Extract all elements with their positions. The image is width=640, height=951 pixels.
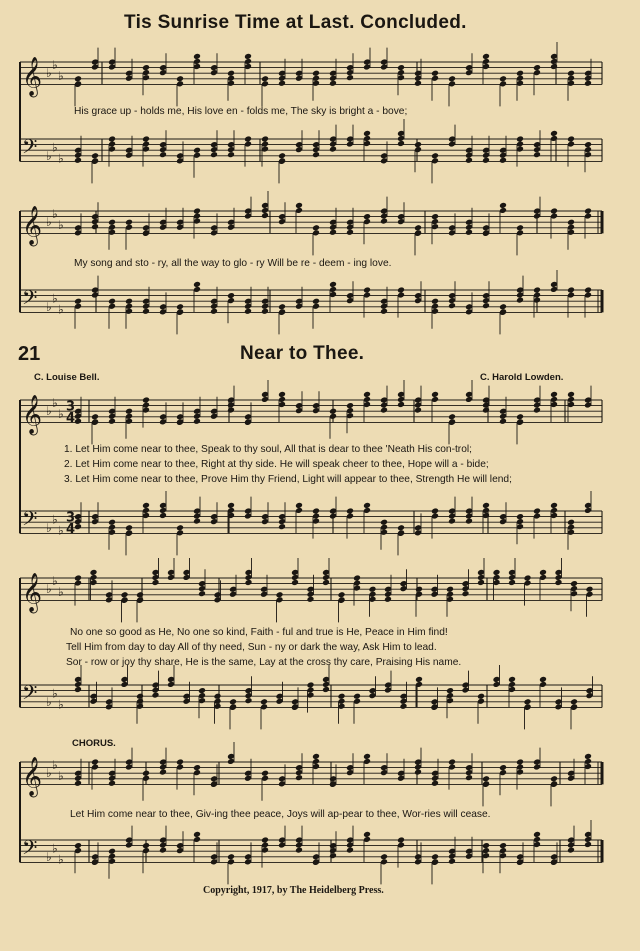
treble-clef-icon: 𝄞 (22, 572, 43, 613)
bass-clef-icon: 𝄢 (22, 506, 38, 535)
music-credit: C. Harold Lowden. (480, 372, 564, 383)
note-head (329, 80, 337, 87)
flat-icon: ♭ (46, 582, 52, 597)
note-head (550, 391, 558, 398)
note-head (369, 586, 377, 593)
note-head (74, 157, 82, 164)
time-signature-top: 3 (66, 399, 76, 415)
note-head (142, 770, 150, 777)
note-head (516, 224, 524, 231)
flat-icon: ♭ (46, 215, 52, 230)
note-head (142, 136, 150, 143)
note-head (90, 569, 98, 576)
note-head (482, 842, 490, 849)
bass-clef-icon: 𝄢 (22, 134, 38, 163)
note-head (329, 229, 337, 236)
note-head (363, 831, 371, 838)
note-head (567, 136, 575, 143)
note-head (278, 523, 286, 530)
note-head (193, 764, 201, 771)
note-head (482, 407, 490, 414)
note-head (295, 502, 303, 509)
note-head (499, 418, 507, 425)
note-head (227, 853, 235, 860)
note-head (176, 524, 184, 531)
flat-icon: ♭ (46, 520, 52, 535)
flat-icon: ♭ (58, 852, 64, 867)
note-head (363, 502, 371, 509)
note-head (499, 303, 507, 310)
note-head (499, 75, 507, 82)
note-head (142, 397, 150, 404)
note-head (380, 218, 388, 225)
note-head (482, 775, 490, 782)
treble-clef-icon: 𝄞 (22, 56, 43, 97)
flat-icon: ♭ (58, 302, 64, 317)
verse-2-line-1: 2. Let Him come near to thee, Right at thy side. He will speak cheer to thee, Hope will a - bide; (64, 459, 489, 470)
note-head (567, 287, 575, 294)
time-signature-bottom: 4 (66, 521, 76, 537)
note-head (142, 64, 150, 71)
note-head (414, 80, 422, 87)
note-head (550, 502, 558, 509)
note-head (431, 391, 439, 398)
note-head (584, 753, 592, 760)
note-head (193, 418, 201, 425)
note-head (244, 53, 252, 60)
note-head (322, 579, 330, 586)
verse-3-line-1: 3. Let Him come near to thee, Prove Him thy Friend, Light will appear to thee, Strength He will lend; (64, 474, 512, 485)
note-head (397, 64, 405, 71)
note-head (227, 407, 235, 414)
note-head (125, 524, 133, 531)
note-head (159, 769, 167, 776)
flat-icon: ♭ (46, 299, 52, 314)
note-head (244, 136, 252, 143)
note-head (261, 837, 269, 844)
note-head (524, 698, 532, 705)
note-head (477, 579, 485, 586)
note-head (567, 847, 575, 854)
note-head (108, 780, 116, 787)
note-head (550, 63, 558, 70)
note-head (74, 418, 82, 425)
note-head (431, 853, 439, 860)
flat-icon: ♭ (58, 407, 64, 421)
note-head (516, 297, 524, 304)
note-head (414, 224, 422, 231)
flat-icon: ♭ (52, 57, 58, 72)
note-head (499, 157, 507, 164)
note-head (550, 130, 558, 137)
note-head (227, 292, 235, 299)
flat-icon: ♭ (52, 206, 58, 221)
copyright-notice: Copyright, 1917, by The Heidelberg Press. (203, 885, 384, 896)
note-head (329, 852, 337, 859)
note-head (346, 508, 354, 515)
bass-clef-icon: 𝄢 (22, 680, 38, 709)
note-head (516, 759, 524, 766)
treble-clef-icon: 𝄞 (22, 394, 43, 435)
chorus-label: CHORUS. (72, 738, 116, 749)
note-head (533, 287, 541, 294)
note-head (307, 596, 315, 603)
note-head (159, 512, 167, 519)
note-head (462, 590, 470, 597)
note-head (108, 848, 116, 855)
note-head (121, 591, 129, 598)
note-head (586, 586, 594, 593)
note-head (584, 80, 592, 87)
note-head (312, 224, 320, 231)
note-head (91, 152, 99, 159)
note-head (74, 523, 82, 530)
lyric-line-top-2: My song and sto - ry, all the way to glo - ry Will be re - deem - ing love. (74, 258, 392, 269)
note-head (584, 141, 592, 148)
note-head (244, 308, 252, 315)
note-head (508, 579, 516, 586)
note-head (346, 402, 354, 409)
note-head (193, 518, 201, 525)
note-head (227, 151, 235, 158)
flat-icon: ♭ (46, 148, 52, 163)
bass-clef-icon: 𝄢 (22, 285, 38, 314)
note-head (508, 676, 516, 683)
note-head (533, 64, 541, 71)
time-signature-bottom: 4 (66, 410, 76, 426)
note-head (465, 774, 473, 781)
note-head (346, 229, 354, 236)
note-head (431, 152, 439, 159)
flat-icon: ♭ (52, 757, 58, 772)
flat-icon: ♭ (46, 849, 52, 864)
note-head (245, 697, 253, 704)
note-head (346, 74, 354, 81)
note-head (312, 151, 320, 158)
note-head (108, 298, 116, 305)
note-head (397, 401, 405, 408)
note-head (570, 580, 578, 587)
note-head (193, 281, 201, 288)
note-head (261, 212, 269, 219)
note-head (74, 298, 82, 305)
note-head (193, 53, 201, 60)
verse-1-line-2: No one so good as He, No one so kind, Faith - ful and true is He, Peace in Him find! (70, 627, 448, 638)
note-head (415, 586, 423, 593)
note-head (312, 753, 320, 760)
note-head (176, 75, 184, 82)
note-head (91, 413, 99, 420)
note-head (322, 686, 330, 693)
flat-icon: ♭ (52, 395, 58, 410)
lyric-line-top-1: His grace up - holds me, His love en - folds me, The sky is bright a - bove; (74, 106, 408, 117)
verse-1-line-1: 1. Let Him come near to thee, Speak to thy soul, All that is dear to thee 'Neath His con-trol; (64, 444, 472, 455)
note-head (482, 502, 490, 509)
flat-icon: ♭ (58, 523, 64, 538)
note-head (414, 769, 422, 776)
note-head (448, 75, 456, 82)
note-head (384, 596, 392, 603)
flat-icon: ♭ (46, 766, 52, 781)
note-head (499, 764, 507, 771)
note-head (431, 70, 439, 77)
note-head (346, 847, 354, 854)
note-head (584, 841, 592, 848)
words-credit: C. Louise Bell. (34, 372, 100, 383)
note-head (380, 308, 388, 315)
note-head (380, 853, 388, 860)
note-head (363, 391, 371, 398)
note-head (570, 698, 578, 705)
note-head (193, 208, 201, 215)
note-head (260, 698, 268, 705)
note-head (210, 151, 218, 158)
note-head (493, 569, 501, 576)
flat-icon: ♭ (52, 140, 58, 155)
note-head (584, 208, 592, 215)
flat-icon: ♭ (58, 151, 64, 166)
note-head (465, 157, 473, 164)
note-head (448, 413, 456, 420)
flat-icon: ♭ (46, 404, 52, 419)
note-head (567, 70, 575, 77)
note-head (499, 842, 507, 849)
flat-icon: ♭ (46, 66, 52, 81)
note-head (338, 591, 346, 598)
flat-icon: ♭ (52, 291, 58, 306)
verse-2-line-2: Tell Him from day to day All of thy need, Sun - ny or dark the way, Ask Him to lead. (66, 642, 437, 653)
note-head (312, 298, 320, 305)
treble-clef-icon: 𝄞 (22, 756, 43, 797)
note-head (465, 229, 473, 236)
note-head (550, 775, 558, 782)
note-head (516, 70, 524, 77)
note-head (278, 303, 286, 310)
note-head (380, 407, 388, 414)
note-head (446, 586, 454, 593)
note-head (198, 687, 206, 694)
note-head (448, 518, 456, 525)
note-head (363, 213, 371, 220)
note-head (448, 302, 456, 309)
flat-icon: ♭ (58, 585, 64, 599)
note-head (533, 508, 541, 515)
note-head (229, 698, 237, 705)
hymn-number: 21 (18, 343, 41, 365)
note-head (567, 219, 575, 226)
note-head (74, 686, 82, 693)
note-head (125, 219, 133, 226)
note-head (74, 75, 82, 82)
flat-icon: ♭ (52, 512, 58, 527)
note-head (516, 513, 524, 520)
note-head (338, 693, 346, 700)
note-head (74, 575, 82, 582)
note-head (482, 53, 490, 60)
note-head (400, 703, 408, 710)
note-head (295, 202, 303, 209)
note-head (524, 575, 532, 582)
note-head (312, 70, 320, 77)
note-head (276, 591, 284, 598)
note-head (312, 508, 320, 515)
note-head (353, 693, 361, 700)
note-head (193, 831, 201, 838)
note-head (108, 519, 116, 526)
note-head (533, 831, 541, 838)
flat-icon: ♭ (52, 686, 58, 701)
note-head (261, 308, 269, 315)
note-head (482, 302, 490, 309)
note-head (397, 837, 405, 844)
note-head (261, 770, 269, 777)
flat-icon: ♭ (58, 218, 64, 232)
note-head (136, 693, 144, 700)
note-head (227, 70, 235, 77)
note-head (555, 579, 563, 586)
flat-icon: ♭ (52, 841, 58, 856)
flat-icon: ♭ (52, 573, 58, 588)
note-head (397, 140, 405, 147)
hymn-title: Near to Thee. (240, 343, 365, 364)
note-head (142, 502, 150, 509)
note-head (278, 152, 286, 159)
note-head (152, 692, 160, 699)
note-head (176, 759, 184, 766)
note-head (74, 842, 82, 849)
note-head (227, 502, 235, 509)
page-title: Tis Sunrise Time at Last. Concluded. (124, 12, 467, 33)
flat-icon: ♭ (46, 694, 52, 709)
note-head (448, 759, 456, 766)
note-head (431, 213, 439, 220)
note-head (142, 308, 150, 315)
note-head (584, 287, 592, 294)
treble-clef-icon: 𝄞 (22, 205, 43, 246)
note-head (91, 223, 99, 230)
note-head (210, 308, 218, 315)
bass-clef-icon: 𝄢 (22, 835, 38, 864)
note-head (91, 759, 99, 766)
note-head (465, 518, 473, 525)
note-head (278, 80, 286, 87)
note-head (477, 693, 485, 700)
note-head (533, 151, 541, 158)
note-head (567, 391, 575, 398)
note-head (329, 408, 337, 415)
note-head (567, 519, 575, 526)
note-head (516, 413, 524, 420)
note-head (142, 842, 150, 849)
note-head (108, 418, 116, 425)
time-signature-top: 3 (66, 510, 76, 526)
note-head (539, 676, 547, 683)
note-head (307, 682, 315, 689)
note-head (136, 591, 144, 598)
note-head (198, 590, 206, 597)
note-head (363, 130, 371, 137)
note-head (125, 298, 133, 305)
note-head (499, 202, 507, 209)
note-head (533, 407, 541, 414)
note-head (414, 141, 422, 148)
note-head (74, 780, 82, 787)
flat-icon: ♭ (58, 769, 64, 783)
note-head (431, 508, 439, 515)
chorus-lyric: Let Him come near to thee, Giv-ing thee peace, Joys will ap-pear to thee, Wor-ries will cease. (70, 809, 491, 820)
note-head (125, 408, 133, 415)
note-head (363, 287, 371, 294)
note-head (261, 136, 269, 143)
note-head (176, 303, 184, 310)
flat-icon: ♭ (58, 69, 64, 83)
note-head (431, 298, 439, 305)
note-head (397, 524, 405, 531)
note-head (363, 753, 371, 760)
verse-3-line-2: Sor - row or joy thy share, He is the same, Lay at the cross thy care, Praising His name. (66, 657, 462, 668)
note-head (291, 579, 299, 586)
note-head (539, 569, 547, 576)
note-head (159, 847, 167, 854)
flat-icon: ♭ (58, 697, 64, 712)
note-head (448, 858, 456, 865)
note-head (159, 151, 167, 158)
note-head (329, 146, 337, 153)
note-head (295, 847, 303, 854)
note-head (193, 147, 201, 154)
note-head (245, 579, 253, 586)
note-head (415, 676, 423, 683)
note-head (278, 391, 286, 398)
note-head (261, 75, 269, 82)
note-head (214, 693, 222, 700)
note-head (329, 281, 337, 288)
note-head (516, 136, 524, 143)
note-head (397, 287, 405, 294)
note-head (446, 687, 454, 694)
note-head (380, 519, 388, 526)
note-head (431, 780, 439, 787)
note-head (108, 219, 116, 226)
note-head (295, 774, 303, 781)
note-head (414, 407, 422, 414)
note-head (353, 575, 361, 582)
note-head (108, 136, 116, 143)
note-head (152, 579, 160, 586)
note-head (550, 208, 558, 215)
note-head (482, 157, 490, 164)
